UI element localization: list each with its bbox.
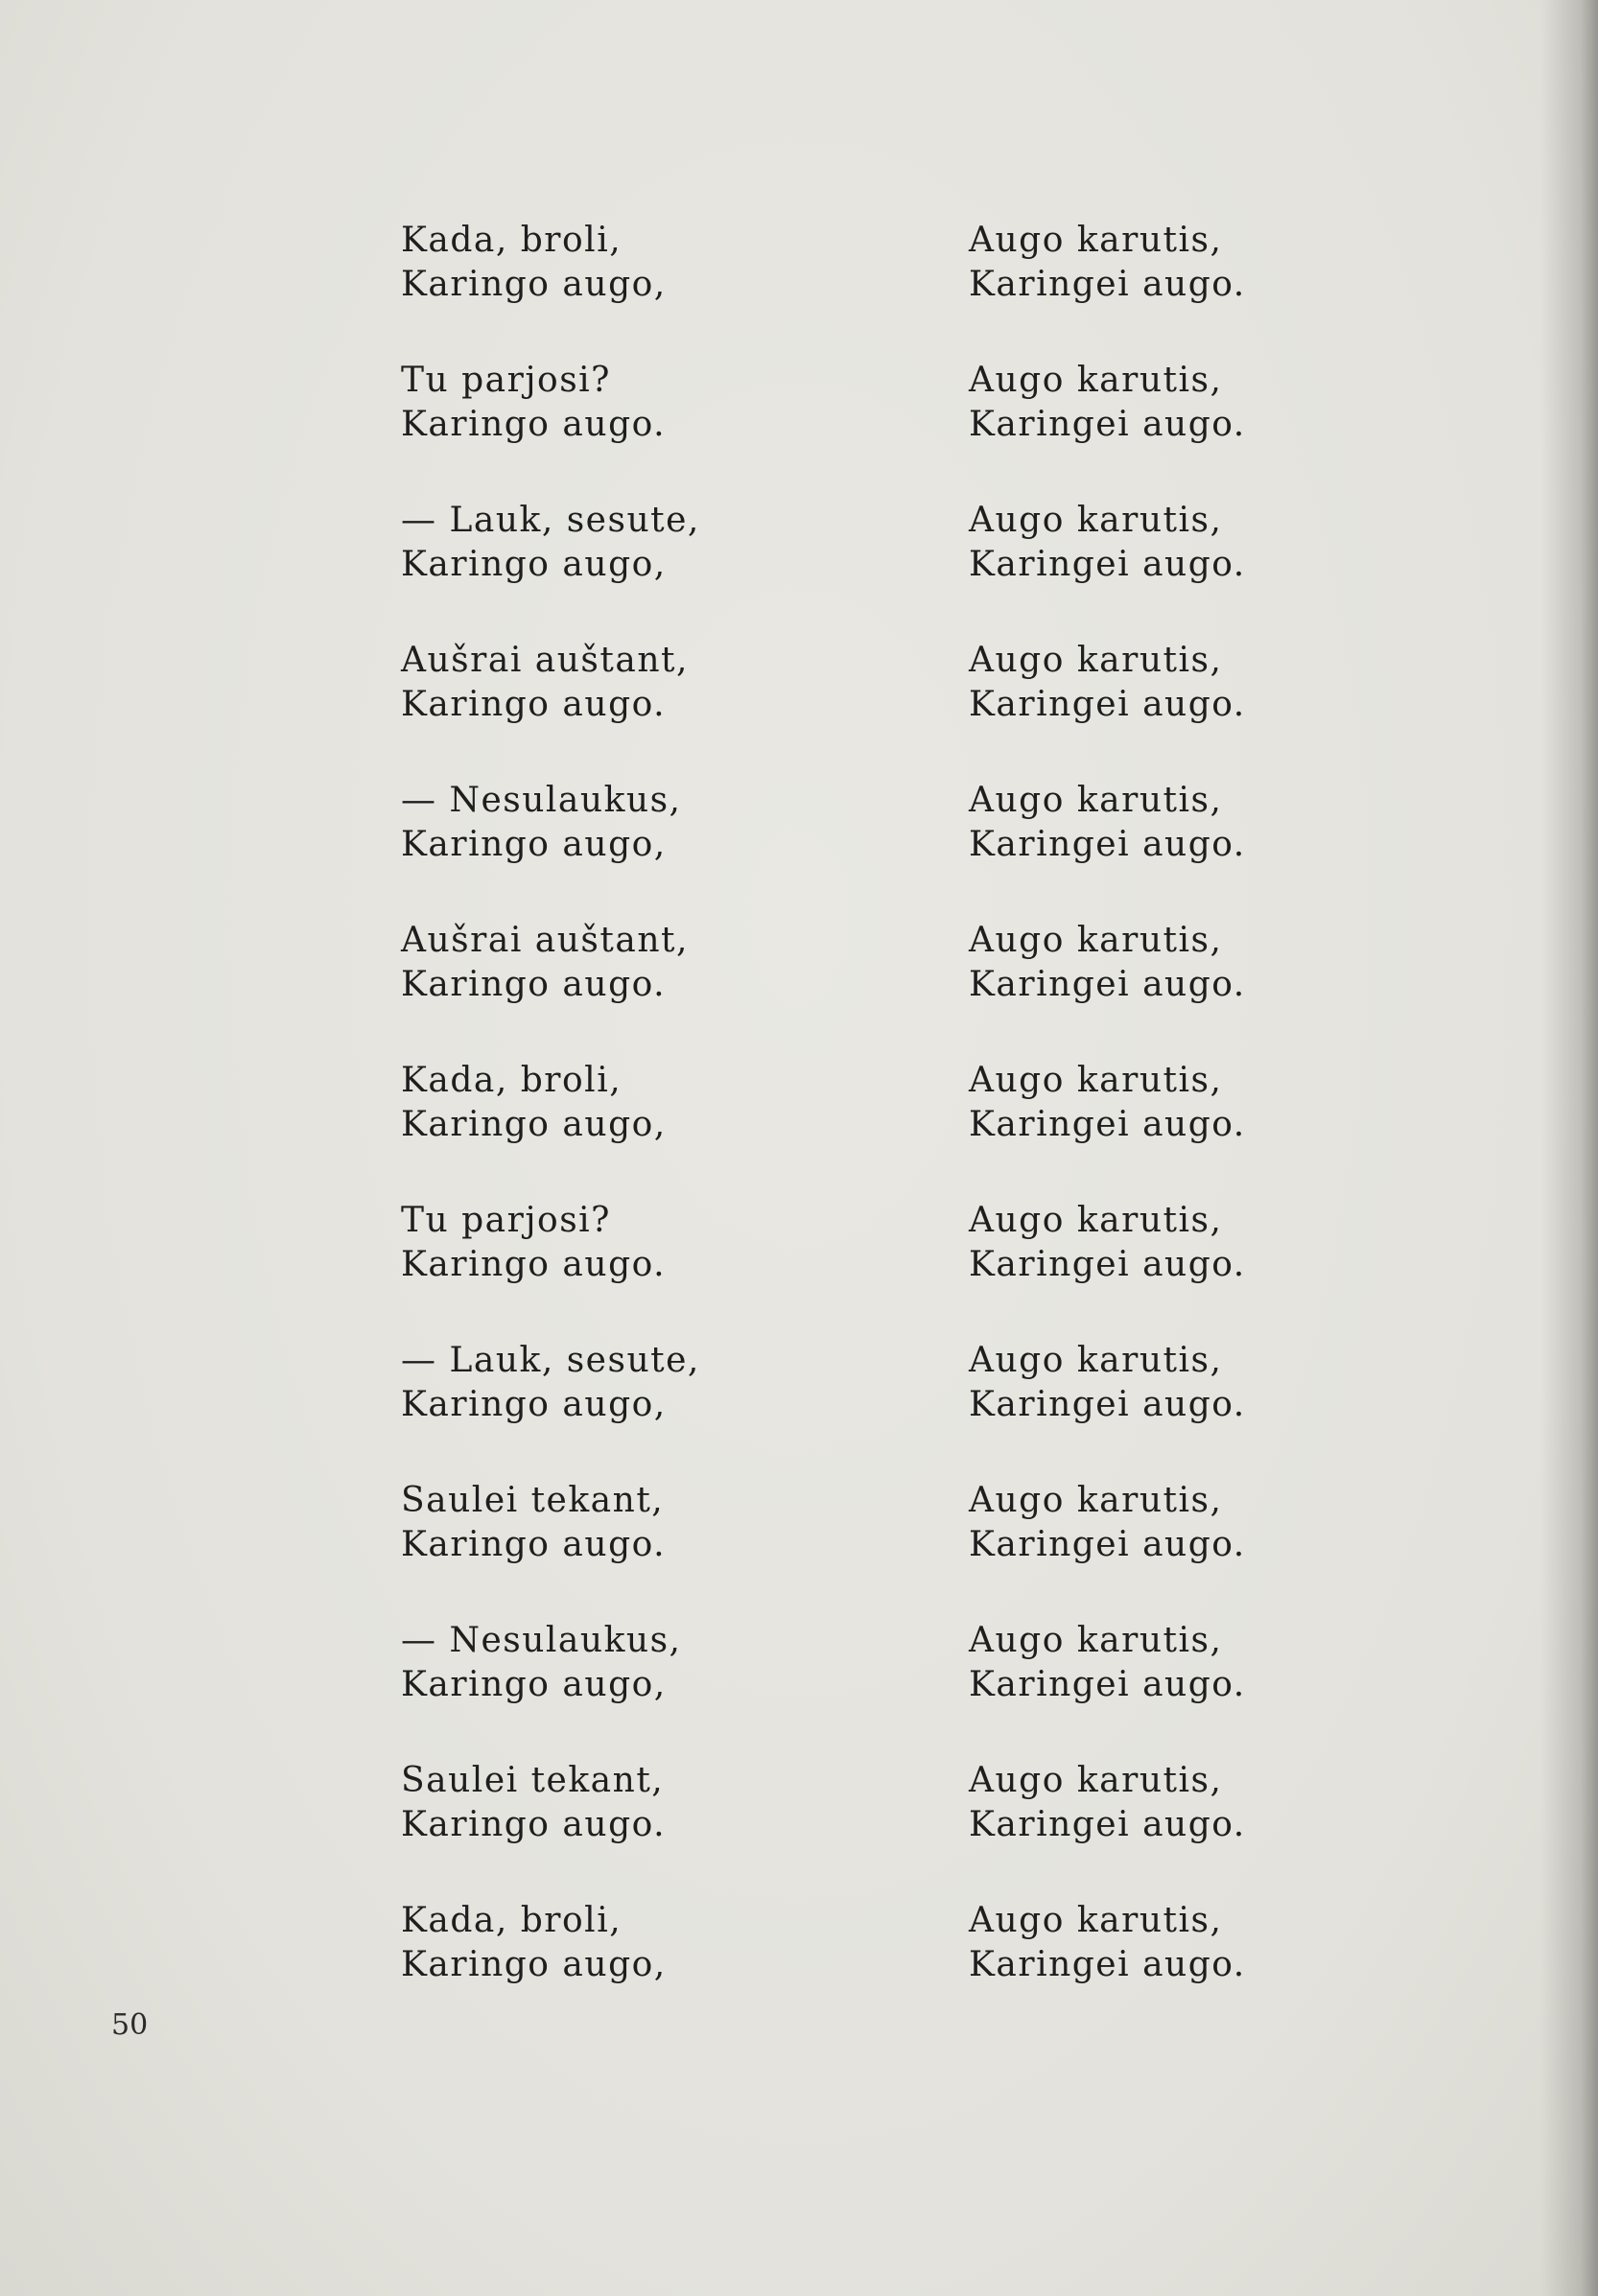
verse-line: Karingo augo.	[401, 685, 667, 724]
stanza	[401, 779, 804, 919]
stanza	[969, 779, 1372, 919]
stanza	[401, 1619, 804, 1759]
stanza	[401, 1059, 804, 1199]
stanza	[401, 499, 804, 639]
verse-line: Tu parjosi?	[401, 1201, 611, 1240]
verse-line: Karingei augo.	[969, 545, 1246, 584]
stanza	[969, 359, 1372, 499]
verse-line: Augo karutis,	[969, 1621, 1223, 1660]
verse-line: — Lauk, sesute,	[401, 501, 700, 540]
verse-line: Karingo augo,	[401, 1665, 667, 1704]
verse-line: Saulei tekant,	[401, 1481, 665, 1520]
verse-line: Aušrai auštant,	[401, 641, 689, 680]
verse-line: Karingo augo.	[401, 1245, 667, 1284]
verse-line: Karingei augo.	[969, 1665, 1246, 1704]
verse-line: Saulei tekant,	[401, 1761, 665, 1800]
stanza	[969, 1899, 1372, 2039]
stanza	[401, 359, 804, 499]
verse-line: Kada, broli,	[401, 221, 623, 260]
verse-line: Karingo augo.	[401, 405, 667, 444]
stanza	[969, 1199, 1372, 1339]
verse-line: Karingo augo,	[401, 545, 667, 584]
verse-line: Augo karutis,	[969, 361, 1223, 400]
verse-line: Karingei augo.	[969, 1385, 1246, 1424]
verse-line: Augo karutis,	[969, 921, 1223, 960]
verse-line: Karingo augo.	[401, 1805, 667, 1844]
stanza	[401, 1199, 804, 1339]
verse-line: Karingei augo.	[969, 965, 1246, 1004]
page-number: 50	[111, 2008, 149, 2042]
verse-line: Karingei augo.	[969, 1245, 1246, 1284]
verse-line: Karingo augo,	[401, 825, 667, 864]
verse-line: Karingo augo,	[401, 1105, 667, 1144]
stanza	[401, 219, 804, 359]
stanza	[969, 919, 1372, 1059]
stanza	[401, 1899, 804, 2039]
verse-line: Augo karutis,	[969, 641, 1223, 680]
stanza	[969, 639, 1372, 779]
verse-line: — Lauk, sesute,	[401, 1341, 700, 1380]
right-verse-column	[969, 219, 1372, 2039]
verse-line: Augo karutis,	[969, 1201, 1223, 1240]
verse-line: Augo karutis,	[969, 1761, 1223, 1800]
stanza	[401, 639, 804, 779]
stanza	[401, 1479, 804, 1619]
stanza	[969, 1479, 1372, 1619]
verse-line: Karingo augo.	[401, 1525, 667, 1564]
verse-line: Karingei augo.	[969, 1525, 1246, 1564]
stanza	[401, 1339, 804, 1479]
verse-line: — Nesulaukus,	[401, 1621, 682, 1660]
verse-line: Karingo augo,	[401, 1945, 667, 1984]
verse-line: Kada, broli,	[401, 1061, 623, 1100]
stanza	[969, 1339, 1372, 1479]
verse-line: Karingei augo.	[969, 405, 1246, 444]
verse-line: Augo karutis,	[969, 1341, 1223, 1380]
verse-line: Karingo augo,	[401, 265, 667, 304]
verse-line: — Nesulaukus,	[401, 781, 682, 820]
verse-line: Karingei augo.	[969, 825, 1246, 864]
verse-line: Karingei augo.	[969, 1105, 1246, 1144]
verse-line: Karingei augo.	[969, 265, 1246, 304]
verse-line: Augo karutis,	[969, 501, 1223, 540]
stanza	[969, 219, 1372, 359]
verse-line: Kada, broli,	[401, 1901, 623, 1940]
verse-line: Karingei augo.	[969, 1805, 1246, 1844]
verse-line: Aušrai auštant,	[401, 921, 689, 960]
verse-line: Augo karutis,	[969, 781, 1223, 820]
left-verse-column	[401, 219, 804, 2039]
stanza	[969, 1759, 1372, 1899]
verse-line: Augo karutis,	[969, 1061, 1223, 1100]
verse-line: Karingei augo.	[969, 1945, 1246, 1984]
verse-line: Karingo augo.	[401, 965, 667, 1004]
stanza	[969, 1059, 1372, 1199]
stanza	[969, 499, 1372, 639]
verse-line: Augo karutis,	[969, 221, 1223, 260]
verse-line: Augo karutis,	[969, 1481, 1223, 1520]
verse-line: Augo karutis,	[969, 1901, 1223, 1940]
verse-line: Karingo augo,	[401, 1385, 667, 1424]
stanza	[969, 1619, 1372, 1759]
page-edge-shadow	[1540, 0, 1598, 2296]
verse-line: Karingei augo.	[969, 685, 1246, 724]
stanza	[401, 1759, 804, 1899]
stanza	[401, 919, 804, 1059]
verse-line: Tu parjosi?	[401, 361, 611, 400]
